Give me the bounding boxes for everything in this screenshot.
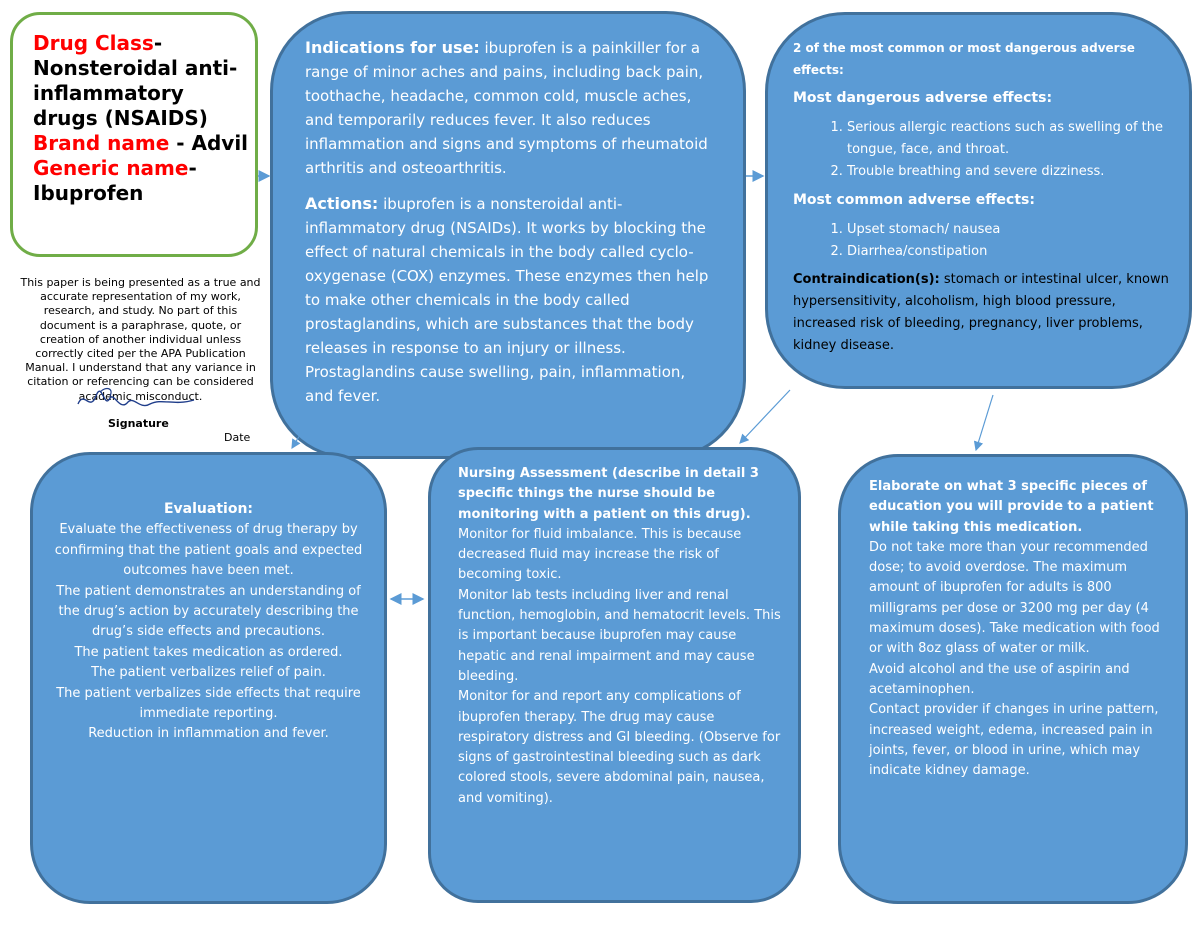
list-item: 1. Serious allergic reactions such as swelling of the tongue, face, and throat. xyxy=(847,117,1171,161)
evaluation-title: Evaluation: xyxy=(163,501,254,517)
evaluation-box xyxy=(30,452,387,904)
list-item: 1. Upset stomach/ nausea xyxy=(847,219,1171,241)
list-item: 2. Diarrhea/constipation xyxy=(847,241,1171,263)
drug-class-label: Drug Class xyxy=(33,31,154,55)
adverse-intro: 2 of the most common or most dangerous adverse effects: xyxy=(793,41,1135,77)
education-line: Do not take more than your recommended dose; to avoid overdose. The maximum amount of ibuprofen for adults is 800 milligrams per dose or 3200 mg per day (4 maximum doses). Take medication with food or with 8oz glass of water or milk. xyxy=(869,539,1160,657)
education-line: Avoid alcohol and the use of aspirin and acetaminophen. xyxy=(869,661,1130,697)
actions-heading: Actions: xyxy=(305,194,379,213)
list-item: 2. Trouble breathing and severe dizziness. xyxy=(847,161,1171,183)
contra-text: stomach or intestinal ulcer, known hypersensitivity, alcoholism, high blood pressure, increased risk of bleeding, pregnancy, liver problems, kidney disease. xyxy=(793,272,1169,353)
indications-heading: Indications for use: xyxy=(305,38,480,57)
nursing-line: Monitor lab tests including liver and renal function, hemoglobin, and hematocrit levels. This is important because ibuprofen may cause hepatic and renal impairment and may cause bleeding. xyxy=(458,587,781,684)
evaluation-line: The patient demonstrates an understanding of the drug’s action by accurately describing the drug’s side effects and precautions. xyxy=(56,583,361,640)
brand-name-label: Brand name xyxy=(33,131,170,155)
actions-paragraph xyxy=(305,192,715,408)
dangerous-list xyxy=(793,117,1171,183)
education-title: Elaborate on what 3 specific pieces of education you will provide to a patient while taking this medication. xyxy=(869,479,1154,535)
signature-scribble xyxy=(70,382,200,418)
education-line: Contact provider if changes in urine pattern, increased weight, edema, increased pain in joints, fever, or blood in urine, which may indicate kidney damage. xyxy=(869,702,1159,779)
evaluation-line: Evaluate the effectiveness of drug therapy by confirming that the patient goals and expected outcomes have been met. xyxy=(54,522,363,579)
education-box xyxy=(838,454,1188,904)
indications-text: ibuprofen is a painkiller for a range of minor aches and pains, including back pain, toothache, headache, common cold, muscle aches, and temporarily reduces fever. It also reduces inflammation and signs and symptoms of rheumatoid arthritis and osteoarthritis. xyxy=(305,39,708,177)
nursing-line: Monitor for fluid imbalance. This is because decreased fluid may increase the risk of becoming toxic. xyxy=(458,526,742,583)
evaluation-line: Reduction in inflammation and fever. xyxy=(88,726,329,742)
common-heading: Most common adverse effects: xyxy=(793,192,1035,208)
evaluation-line: The patient verbalizes side effects that require immediate reporting. xyxy=(56,685,361,722)
indications-box xyxy=(270,11,746,459)
adverse-effects-box xyxy=(765,12,1192,389)
generic-name-label: Generic name xyxy=(33,156,189,180)
contra-heading: Contraindication(s): xyxy=(793,272,940,287)
brand-name-value: - Advil xyxy=(169,131,249,155)
indications-paragraph xyxy=(305,36,715,180)
integrity-statement: This paper is being presented as a true and accurate representation of my work, research, and study. No part of this document is a paraphrase, quote, or creation of another individual unless correctly cited per the APA Publication Manual. I understand that any variance in citation or referencing can be considered academic misconduct. xyxy=(20,276,261,403)
dangerous-heading: Most dangerous adverse effects: xyxy=(793,90,1053,106)
actions-text: ibuprofen is a nonsteroidal anti-inflammatory drug (NSAIDs). It works by blocking the effect of natural chemicals in the body called cyclo-oxygenase (COX) enzymes. These enzymes then help to make other chemicals in the body called prostaglandins, which are substances that the body releases in response to an injury or illness. Prostaglandins cause swelling, pain, inflammation, and fever. xyxy=(305,195,709,405)
common-list xyxy=(793,219,1171,263)
contraindications xyxy=(793,269,1171,357)
generic-name-value: - Ibuprofen xyxy=(33,156,197,205)
signature-label: Signature xyxy=(108,417,169,430)
nursing-title: Nursing Assessment (describe in detail 3 specific things the nurse should be monitoring with a patient on this drug). xyxy=(458,466,759,522)
nursing-assessment-box xyxy=(428,447,801,903)
evaluation-line: The patient takes medication as ordered. xyxy=(74,644,343,660)
arrow-adverse-to-education xyxy=(976,395,993,450)
drug-class-value: - Nonsteroidal anti-inflammatory drugs (NSAIDS) xyxy=(33,31,238,130)
arrow-adverse-to-nursing xyxy=(740,390,790,443)
drug-class-box xyxy=(10,12,258,257)
evaluation-line: The patient verbalizes relief of pain. xyxy=(91,665,326,681)
nursing-line: Monitor for and report any complications of ibuprofen therapy. The drug may cause respiratory distress and GI bleeding. (Observe for signs of gastrointestinal bleeding such as dark colored stools, severe abdominal pain, nausea, and vomiting). xyxy=(458,689,781,806)
date-label: Date xyxy=(224,431,251,441)
